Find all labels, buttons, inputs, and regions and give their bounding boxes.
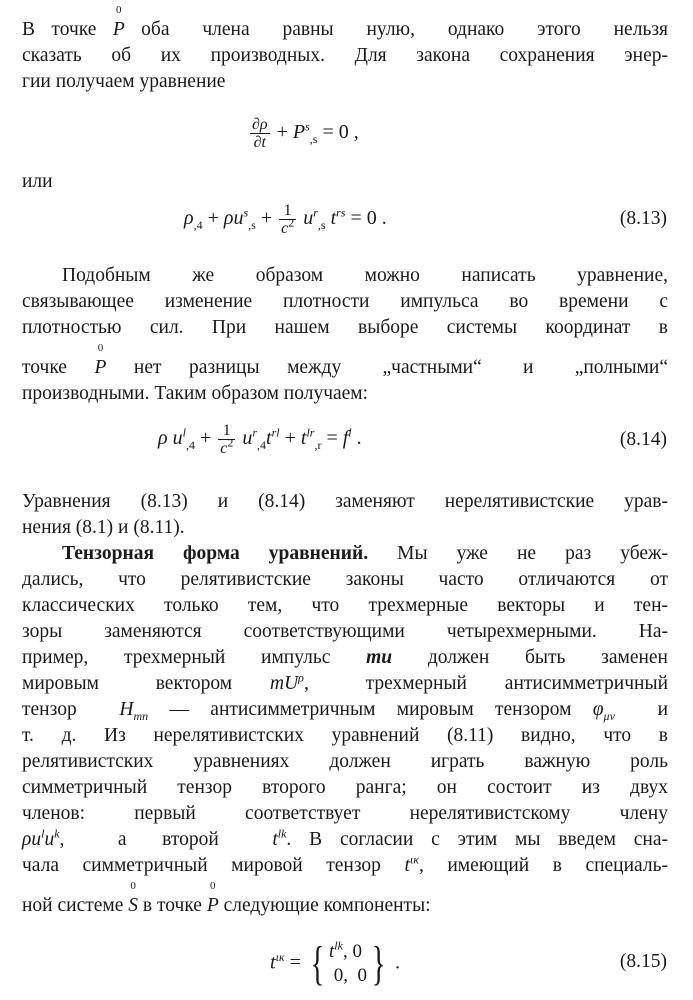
text-line: чала симметричный мировой тензор $t^{\iota\kappa}$, имеющий в специаль-: [22, 852, 669, 876]
equation-number: (8.14): [619, 429, 667, 450]
text-line: нения (8.1) и (8.11).: [22, 517, 185, 538]
text-line: мировым вектором $mU^\rho$, трехмерный антисимметричный: [22, 670, 669, 694]
text-line: плотностью сил. При нашем выборе системы координат в: [22, 317, 668, 338]
equation-8-15: $t^{\iota\kappa}$ = { $t^{lk}$, 0 0, 0 } .: [270, 937, 401, 990]
text-line: Подобным же образом можно написать уравнение,: [62, 265, 668, 286]
text-line: симметричный тензор второго ранга; он состоит из двух: [22, 777, 668, 798]
text-line: или: [22, 171, 53, 192]
equation-8-13: $\rho_{,4} + \rho u^s_{,s}$ + $\frac{1}{c^2}$ $u^r_{,s}$ $t^{rs} = 0$ .: [184, 202, 387, 237]
text-line: т. д. Из нерелятивистских уравнений (8.11) видно, что в: [22, 725, 668, 746]
text-line: точке P 0 нет разницы между „частными“ и „полными“: [22, 342, 668, 378]
text-line: $\rho u^lu^k$, а второй $t^{lk}$. В согласии с этим мы введем сна-: [22, 826, 668, 850]
text-line: классических только тем, что трехмерные векторы и тен-: [22, 595, 668, 616]
text-line: производными. Таким образом получаем:: [22, 383, 369, 404]
equation-number: (8.15): [619, 951, 667, 972]
text-line: Уравнения (8.13) и (8.14) заменяют нерелятивистские урав-: [22, 491, 668, 512]
text-line: дались, что релятивистские законы часто отличаются от: [22, 569, 668, 590]
text-line: ной системе S 0 в точке P 0 следующие компоненты:: [22, 880, 431, 916]
text-line: Тензорная форма уравнений. Мы уже не раз убеж-: [62, 543, 669, 564]
text-line: релятивистских уравнениях должен играть важную роль: [22, 751, 668, 772]
text-line: гии получаем уравнение: [22, 71, 226, 92]
text-line: связывающее изменение плотности импульса во времени с: [22, 291, 668, 312]
section-heading: Тензорная форма уравнений.: [62, 543, 369, 564]
text-line: членов: первый соответствует нерелятивистскому члену: [22, 803, 668, 824]
text-line: В точке P 0 оба члена равны нулю, однако этого нельзя: [22, 4, 669, 40]
text-line: тензор $H_{mn}$ — антисимметричным мировым тензором $\varphi_{\mu\nu}$ и: [22, 699, 669, 723]
equation-number: (8.13): [619, 208, 667, 229]
text-line: сказать об их производных. Для закона сохранения энер-: [22, 45, 668, 66]
text-line: пример, трехмерный импульс mu должен быть заменен: [22, 647, 668, 668]
equation-8-14: ρ $u^l_{,4}$ + $\frac{1}{c^2}$ $u^r_{,4}t^{rl} + t^{lr}_{,r} = f^l$ .: [158, 422, 362, 457]
equation-energy: $\frac{\partial\rho}{\partial t}$ + $P^s_{,s} = 0$ ,: [252, 116, 359, 151]
text-line: зоры заменяются соответствующими четырехмерными. На-: [22, 621, 668, 642]
